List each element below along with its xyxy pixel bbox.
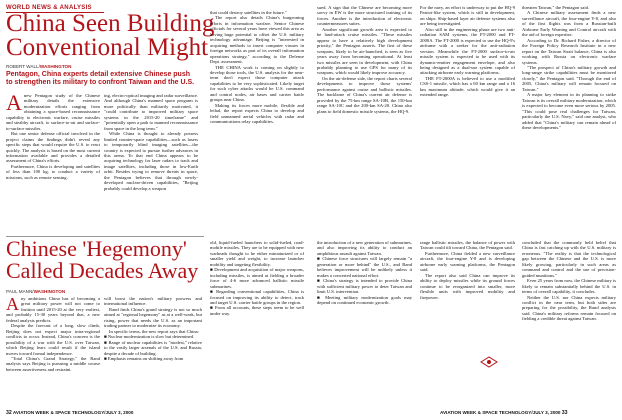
- article1-col5-para-1: For the navy, an effort is underway to put the HQ-9 Patriot-like system, which is still in development, on ships. Ship-based layer air defense systems also are being investigated.: [420, 5, 515, 27]
- article2-col3-para-1: old, liquid-fueled launchers to solid-fueled, road-mobile missiles. They are to be equipped with new warheads thought to be either miniaturized or of smaller yield and weight, to increase launcher mobility and targeting flexibility.: [210, 240, 304, 267]
- article1-col6-para-1: threaten Taiwan," the Pentagon said.: [522, 5, 590, 10]
- article1-byline-name: ROBERT WALL/: [6, 64, 40, 69]
- article2-col1-para-2: Despite the forecast of a long, slow climb, Beijing does not expect major intra-regional conflicts to occur. Instead, China's concern is the possibility of a war with the U.S. over Taiwan, which Beijing fears could result if the island moves toward formal independence.: [6, 323, 100, 356]
- article2-col6-para-2: Even 25 years from now, the Chinese military is likely to remain substantially behind the U.S. in terms of overall capability, it concludes.: [522, 278, 616, 295]
- article2-col2-bullet-3: ■ Emphasis remains on shifting away from: [104, 355, 184, 361]
- article2-col3-bullet-3: ■ From all accounts, these steps seem to be well under way.: [210, 305, 304, 316]
- article2-column-5: [420, 240, 515, 348]
- drop-cap: A: [6, 93, 22, 115]
- article1-col3-para-2: The report also details China's burgeoning efforts in information warfare. Senior Chinese officials for several years have viewed this area as having huge potential to offset the U.S. military technology advantage. Beijing is "interested in acquiring methods to insert computer viruses in foreign networks as part of its overall information operations strategy," according to the Defense Dept. assessment.: [210, 15, 304, 65]
- article1-col2-para-1: ing, electro-optical imaging and radar surveillance. And although China's manned space program is more politically than militarily motivated, it "could contribute to improved military space systems in the 2015-20 timeframe" and "potentially open a path to manned reconnaissance from space in the long term.": [104, 93, 198, 131]
- drop-cap: A: [6, 296, 19, 314]
- article2-col5-para-2: Furthermore, China fielded a new surveillance aircraft, the four-engine Y-8 and is developing airborne early warning platforms, the Pentagon said.: [420, 250, 515, 273]
- article2-col5-para-1: range ballistic missiles, the balance of power with Taiwan could tilt toward China, the Pentagon said.: [420, 240, 515, 251]
- article2-col2-bullet-2: ■ Range of nuclear capabilities is "modest," relative to the vastly larger arsenals of the U.S. and Russia, despite a decade of building.: [104, 339, 202, 356]
- article2-column-3: [210, 240, 304, 406]
- article2-col3-bullet-2: ■ Regarding conventional capabilities, China is focused on improving its ability to detect, track and target U.S. carrier battle groups in the region.: [210, 289, 304, 305]
- article2-col2-para-1: will boost the nation's military prowess and international influence.: [104, 296, 202, 307]
- section-kicker: WORLD NEWS & ANALYSIS: [6, 5, 92, 11]
- article1-col4-para-1: sued. A sign that the Chinese are becoming more savvy in EW is the more structured training of its forces. Another is the introduction of electronic countermeasures suites.: [317, 5, 412, 27]
- article2-col3-bullet-1: ■ Development and acquisition of major weapons, including missiles, is aimed at fielding a broader force of 4-6 more advanced ballistic missile submarines.: [210, 267, 304, 289]
- article1-column-3: [210, 10, 304, 235]
- article1-col2-para-2: While China is thought to already possess limited counter-space capabilities—such as lasers to temporarily blind imaging satellites—the country is expected to pursue further advances in this arena. To that end China appears to be acquiring technology for laser radars to track and image satellites, including those in low-Earth orbit. Besides trying to remove threats in space, the Pentagon believes that through newly-developed nuclear-driven capabilities, "Beijing probably could develop a weapon: [104, 131, 198, 191]
- article1-col3-para-4: Making its forces more mobile, flexible and lethal, the report expects China to develop and field unmanned aerial vehicles with radar and communications relay capabilities.: [210, 102, 304, 125]
- folio-right: [440, 410, 568, 416]
- article2-column-6: [522, 240, 616, 406]
- article1-col5-para-2: Also still in the engineering phase are two anti-radiation SAM systems, the FT-2000 and FT-2000A. The FT-2000 is expected to use the HQ-9's airframe with a seeker for the anti-radiation version. Meanwhile the FT-2000 surface-to-air missile system is expected to be used with its dynamic-emitter engagement envelope, and also being designed as a dual-use system capable of attacking airborne early warning platforms.: [420, 26, 515, 76]
- article2-col2-bullet-1: ■ Nuclear modernization is slow but determined.: [104, 334, 195, 340]
- article2-column-4: [317, 240, 412, 406]
- article2-byline: [6, 289, 65, 294]
- article2-col6-para-3: Neither the U.S. nor China expects military conflict in the near term, but both sides are preparing for the possibility, the Rand analysts said. China's military reforms remain focused on fielding a credible threat against Taiwan.: [522, 294, 616, 322]
- aviation-week-emblem-icon: [480, 355, 498, 369]
- article1-col1-para-2: But one senior defense official involved in the project claims the findings didn't reveal any specific steps that would require the U.S. to react quickly. The analysis is based on the most current information available and provides a detailed assessment of China's efforts.: [6, 131, 100, 164]
- article1-col6-para-3: According to Dr. Richard Fisher, a director of the Foreign Policy Research Institute in a new report on the Taiwan Strait balance, China is also working with Russia on electronic warfare systems.: [522, 37, 616, 65]
- article1-col6-para-4: "The prospect of China's military growth and long-range strike capabilities must be monitored closely," the Pentagon said. "Through the end of 2005, China's military will remain focused on Taiwan.": [522, 64, 616, 92]
- article2-col5-para-3: The report also said China can improve its ability to deploy missiles while its ground forces continue to be reorganized into smaller, more flexible units with improved mobility and firepower.: [420, 272, 515, 300]
- article2-headline: Chinese 'Hegemony' Called Decades Away: [6, 236, 199, 283]
- article1-col1-para-3: Furthermore, China is developing and satellites of less than 100 kg, to conduct a variety of missions, such as remote sensing.: [6, 163, 100, 180]
- article2-col6-para-1: concluded that the commonly held belief that China is fast catching up with the U.S. military is erroneous. "The reality is that the technological gap between the Chinese and the U.S. is more likely growing, particularly in such areas as command and control and the use of precision-guided munitions.": [522, 240, 616, 278]
- article2-col2-para-2: Rand finds China's grand strategy is not so much aimed at "regional hegemony" as at a well-weak, but rising, power that needs the U.S. as an important trading partner to modernize its economy.: [104, 306, 202, 329]
- article1-column-4: [317, 5, 412, 235]
- article1-column-6: [522, 5, 616, 235]
- article1-column-1: [6, 93, 100, 235]
- article1-col3-para-1: that could destroy satellites in the future.": [210, 10, 287, 15]
- article1-col4-para-3: On the air-defense side, the report charts several developments to improve those systems' performance against cruise and ballistic missiles. The backbone of China's current air defense is provided by the 75-km range SA-10B, the 150-km range SA-10C and the 200-km SA-20. China also plans to field domestic missile systems, the HQ-9.: [317, 75, 412, 114]
- article1-col3-para-3: THE CHINA work is coming on slightly to develop those tools, the U.S. analysts for the near-term don't expect those computer attack capabilities to be very sophisticated. Likely target for such cyber attacks would be U.S. command and control nodes, air bases and carrier battle groups near China.: [210, 64, 304, 103]
- page-number-left: 32: [6, 410, 12, 416]
- folio-left-text: AVIATION WEEK & SPACE TECHNOLOGY/JULY 3, 2000: [12, 410, 134, 415]
- article2-column-2: [104, 296, 202, 406]
- folio-left: [6, 410, 133, 416]
- article2-col4-para-1: the introduction of a new generation of submarines, and also improving its ability to conduct an amphibious assault against Taiwan.: [317, 240, 412, 256]
- article2-col4-bullet-2: ■ China's strategy is intended to provide China with sufficient military power to deter Taiwan and limit U.S. intervention.: [317, 278, 412, 295]
- page-number-right: 33: [561, 410, 568, 416]
- article2-col2-para-3: In specific terms, the new report says that China:: [109, 328, 199, 334]
- article1-deck: Pentagon, China experts detail extensive Chinese push to strengthen its military to confront Taiwan and the U.S.: [6, 71, 195, 87]
- article1-byline-location: WASHINGTON: [39, 64, 72, 69]
- article2-byline-name: PAUL MANN/: [6, 289, 34, 294]
- article2-col1-para-3: "Total China's Grand Strategy," the Rand analysis says Beijing is pursuing a middle course between assertiveness and restraint.: [6, 355, 100, 372]
- article2-column-1: [6, 296, 100, 406]
- article1-col4-para-2: Another significant growth area is expected to be land-attack cruise missiles. "These missiles appear to have a relatively high development priority," the Pentagon asserts. The first of these weapons, likely to be air-launched, is seen as five years away from becoming operational. At least two missiles are seen in development, with China probably planning to use GPS for many of its weapons, which would likely improve accuracy.: [317, 26, 412, 76]
- article1-column-5: [420, 5, 515, 235]
- article2-col4-bullet-1: ■ Chinese force structures will largely remain "a generation or more behind" the U.S., and Rand believes improvement will be unlikely unless it makes a concerted national effort.: [317, 256, 412, 278]
- article2-byline-location: WASHINGTON: [33, 289, 66, 294]
- article2-col1-para-1: Any ambitions China has of becoming a great military power will not come to fruition until 2015-20 at the very earliest, and probably 15-30 years beyond that, a new federal analysis predicts.: [6, 296, 100, 323]
- article1-column-2: [104, 93, 198, 235]
- article1-headline: China Seen Building Conventional Might: [6, 10, 215, 61]
- article2-col4-bullet-3: ■ Meeting military modernization goals may depend on continued economic growth.: [317, 294, 412, 305]
- folio-right-text: AVIATION WEEK & SPACE TECHNOLOGY/JULY 3, 2000: [440, 410, 561, 415]
- article1-col6-para-5: A major key element in its planning to strike Taiwan is its overall military modernization, which is expected to become even more serious by 2005. "This could pose real challenges for Taiwan, particularly the U.S. Navy," said one analyst, who added that "China's military can remain ahead of these developments.": [522, 92, 616, 130]
- article1-col1-para-1: Anew Pentagon study of the Chinese military details the extensive modernization efforts ranging from obtaining a space-based reconnaissance capability to electronic warfare, cruise missiles and stealthy aircraft, to surface-to-air and surface-to-surface missiles.: [6, 93, 100, 131]
- article1-col6-para-2: A Chinese military assessment finds a new surveillance aircraft, the four-engine Y-8, and also of the first flights was from a Russian-built Airborne Early Warning and Control aircraft with the aid of foreign expertise.: [522, 10, 616, 38]
- article1-col5-para-3: THE FT-2000A is believed to use a modified CSS-1 missile, which has a 60 km range and a 16 km maximum altitude, which would give it an extended range.: [420, 75, 515, 98]
- article1-byline: [6, 64, 71, 69]
